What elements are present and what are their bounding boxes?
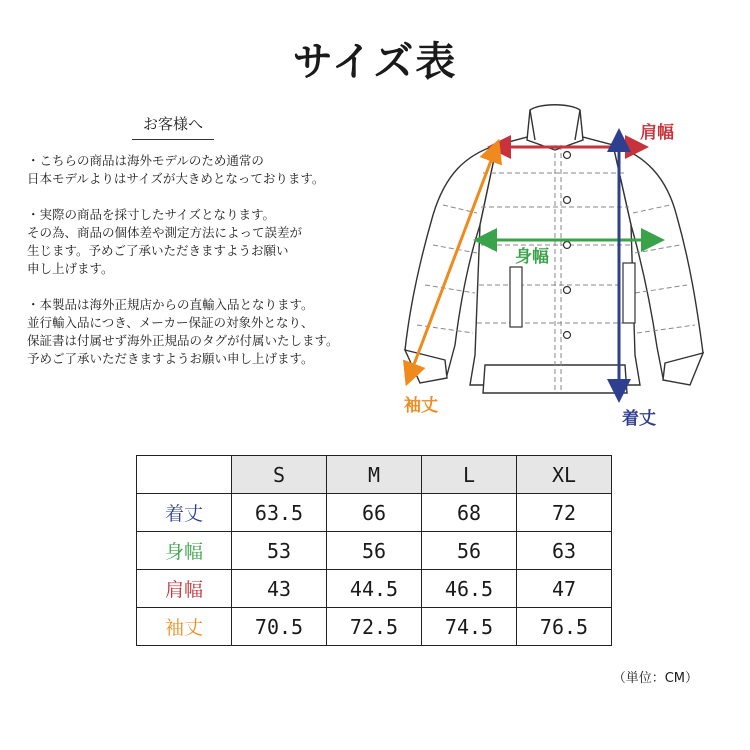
table-row [137, 494, 612, 532]
table-cell: 43 [232, 570, 327, 608]
notice-line: 予めご了承いただきますようお願い申し上げます。 [27, 351, 314, 366]
notice-line: ・実際の商品を採寸したサイズとなります。 [27, 207, 276, 222]
table-cell: 68 [422, 494, 517, 532]
table-row [137, 532, 612, 570]
notice-line: ・本製品は海外正規店からの直輸入品となります。 [27, 297, 314, 312]
table-cell: 47 [517, 570, 612, 608]
notice-line: 保証書は付属せず海外正規品のタグが付属いたします。 [27, 333, 339, 348]
notice-heading: お客様へ [132, 113, 214, 140]
size-header-m: M [327, 456, 422, 494]
table-cell: 76.5 [517, 608, 612, 646]
notice-text [27, 152, 407, 386]
unit-note: （単位：CM） [612, 671, 698, 686]
length-label: 着丈 [622, 409, 656, 429]
table-cell: 56 [422, 532, 517, 570]
table-cell: 63 [517, 532, 612, 570]
size-table [136, 455, 612, 646]
notice-line: その為、商品の個体差や測定方法によって誤差が [27, 225, 303, 240]
table-cell: 53 [232, 532, 327, 570]
table-cell: 72.5 [327, 608, 422, 646]
table-cell: 46.5 [422, 570, 517, 608]
notice-line: 申し上げます。 [27, 261, 114, 276]
row-label-length: 着丈 [137, 494, 232, 532]
size-header-row [137, 456, 612, 494]
row-label-shoulder: 肩幅 [137, 570, 232, 608]
sleeve-label: 袖丈 [404, 396, 438, 416]
table-cell: 66 [327, 494, 422, 532]
chest-label: 身幅 [515, 247, 549, 267]
size-header-blank [137, 456, 232, 494]
table-cell: 44.5 [327, 570, 422, 608]
row-label-chest: 身幅 [137, 532, 232, 570]
table-row [137, 608, 612, 646]
notice-line: 生じます。予めご了承いただきますようお願い [27, 243, 289, 258]
row-label-sleeve: 袖丈 [137, 608, 232, 646]
size-header-xl: XL [517, 456, 612, 494]
page-title: サイズ表 [292, 39, 458, 85]
notice-line: 並行輸入品につき、メーカー保証の対象外となり、 [27, 315, 314, 330]
table-row [137, 570, 612, 608]
table-cell: 63.5 [232, 494, 327, 532]
size-header-s: S [232, 456, 327, 494]
shoulder-label: 肩幅 [640, 123, 674, 143]
notice-paragraph-3 [27, 296, 407, 368]
jacket-diagram [385, 95, 725, 435]
table-cell: 56 [327, 532, 422, 570]
table-cell: 74.5 [422, 608, 517, 646]
table-cell: 72 [517, 494, 612, 532]
notice-paragraph-1 [27, 152, 407, 188]
size-header-l: L [422, 456, 517, 494]
notice-paragraph-2 [27, 206, 407, 278]
table-cell: 70.5 [232, 608, 327, 646]
notice-line: 日本モデルよりはサイズが大きめとなっております。 [27, 171, 325, 186]
notice-line: ・こちらの商品は海外モデルのため通常の [27, 153, 264, 168]
